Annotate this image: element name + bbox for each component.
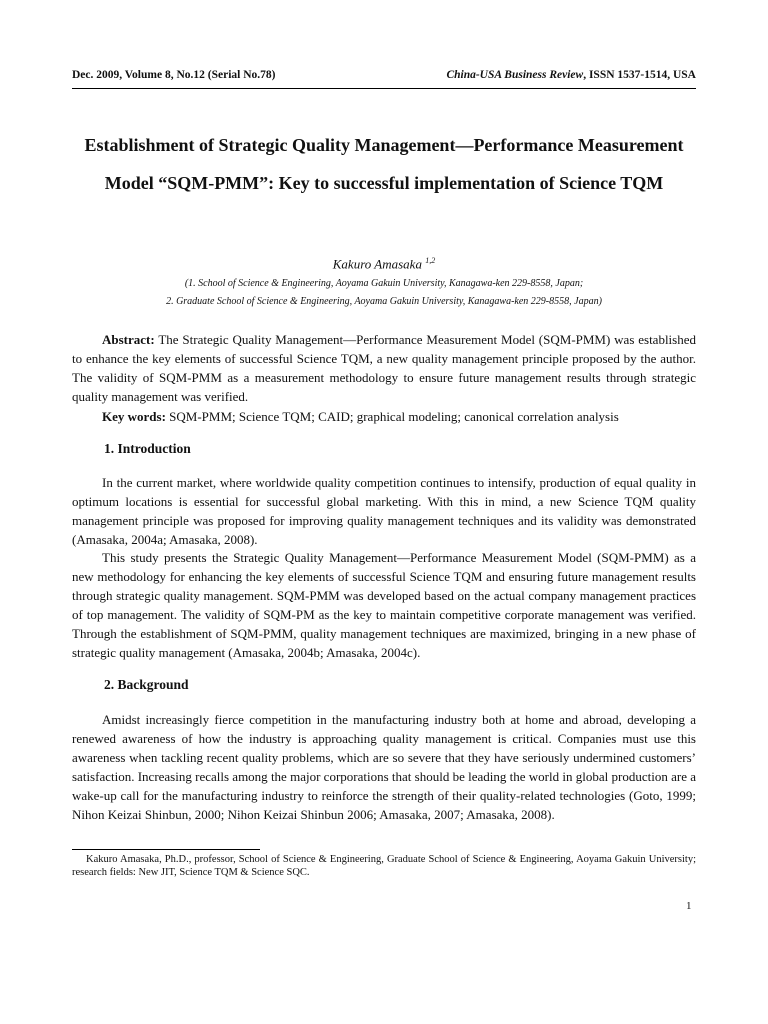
abstract (72, 330, 696, 406)
intro-paragraph-2: This study presents the Strategic Quality Management—Performance Measurement Model (SQM-PMM) as a new methodology for enhancing the key elements of successful Science TQM and ensuring future management results through strategic quality management. SQM-PMM was developed based on the actual company management practices of top management. The validity of SQM-PM as the key to maintain competitive corporate management was verified. Through the establishment of SQM-PMM, quality management techniques are maximized, bringing in a new phase of strategic quality management (Amasaka, 2004b; Amasaka, 2004c). (72, 550, 696, 660)
affiliation-2: 2. Graduate School of Science & Engineering, Aoyama Gakuin University, Kanagawa-ken 229-8558, Japan) (166, 296, 602, 307)
author-line (72, 256, 696, 272)
section-heading-introduction: 1. Introduction (104, 441, 191, 456)
keywords-text: SQM-PMM; Science TQM; CAID; graphical modeling; canonical correlation analysis (169, 409, 619, 424)
affiliation-1: (1. School of Science & Engineering, Aoyama Gakuin University, Kanagawa-ken 229-8558, Japan; (184, 278, 584, 289)
abstract-label: Abstract: (102, 332, 155, 347)
header-journal-name: China-USA Business Review (446, 69, 584, 81)
running-header (72, 69, 696, 81)
footnote-divider (72, 849, 260, 850)
header-divider (72, 88, 696, 89)
header-journal-info (446, 69, 696, 81)
author-affiliation-marker: 1,2 (425, 256, 436, 265)
background-paragraph-1: Amidst increasingly fierce competition in the manufacturing industry both at home and abroad, developing a renewed awareness of how the industry is approaching quality management is critical. Companies must use this awareness when tackling recent quality problems, which are so severe that they have seriously undermined customers’ satisfaction. Increasing recalls among the major corporations that should be leading the world in global production are a wake-up call for the manufacturing industry to reinforce the strength of their quality-related technologies (Goto, 1999; Nihon Keizai Shinbun, 2000; Nihon Keizai Shinbun 2006; Amasaka, 2007; Amasaka, 2008). (72, 712, 696, 822)
header-issn: , ISSN 1537-1514, USA (583, 69, 696, 81)
author-footnote: Kakuro Amasaka, Ph.D., professor, School of Science & Engineering, Graduate School of Science & Engineering, Aoyama Gakuin University; research fields: New JIT, Science TQM & Science SQC. (72, 854, 696, 878)
keywords (72, 407, 696, 426)
page-number: 1 (686, 900, 692, 912)
keywords-label: Key words: (102, 409, 166, 424)
abstract-text: The Strategic Quality Management—Performance Measurement Model (SQM-PMM) was established to enhance the key elements of successful Science TQM, a new quality management principle proposed by the author. The validity of SQM-PMM as a measurement methodology to ensure future management results through strategic quality management was verified. (72, 332, 697, 404)
author-name: Kakuro Amasaka (332, 256, 422, 272)
header-issue-info: Dec. 2009, Volume 8, No.12 (Serial No.78) (72, 69, 276, 81)
paper-title: Establishment of Strategic Quality Management—Performance Measurement Model “SQM-PMM”: Key to successful implementation of Science TQM (84, 135, 684, 193)
section-heading-background: 2. Background (104, 677, 189, 692)
intro-paragraph-1: In the current market, where worldwide quality competition continues to intensify, production of equal quality in optimum locations is essential for successful global marketing. With this in mind, a new Science TQM quality management principle was proposed for improving quality management techniques and its validity was demonstrated (Amasaka, 2004a; Amasaka, 2008). (72, 475, 696, 547)
